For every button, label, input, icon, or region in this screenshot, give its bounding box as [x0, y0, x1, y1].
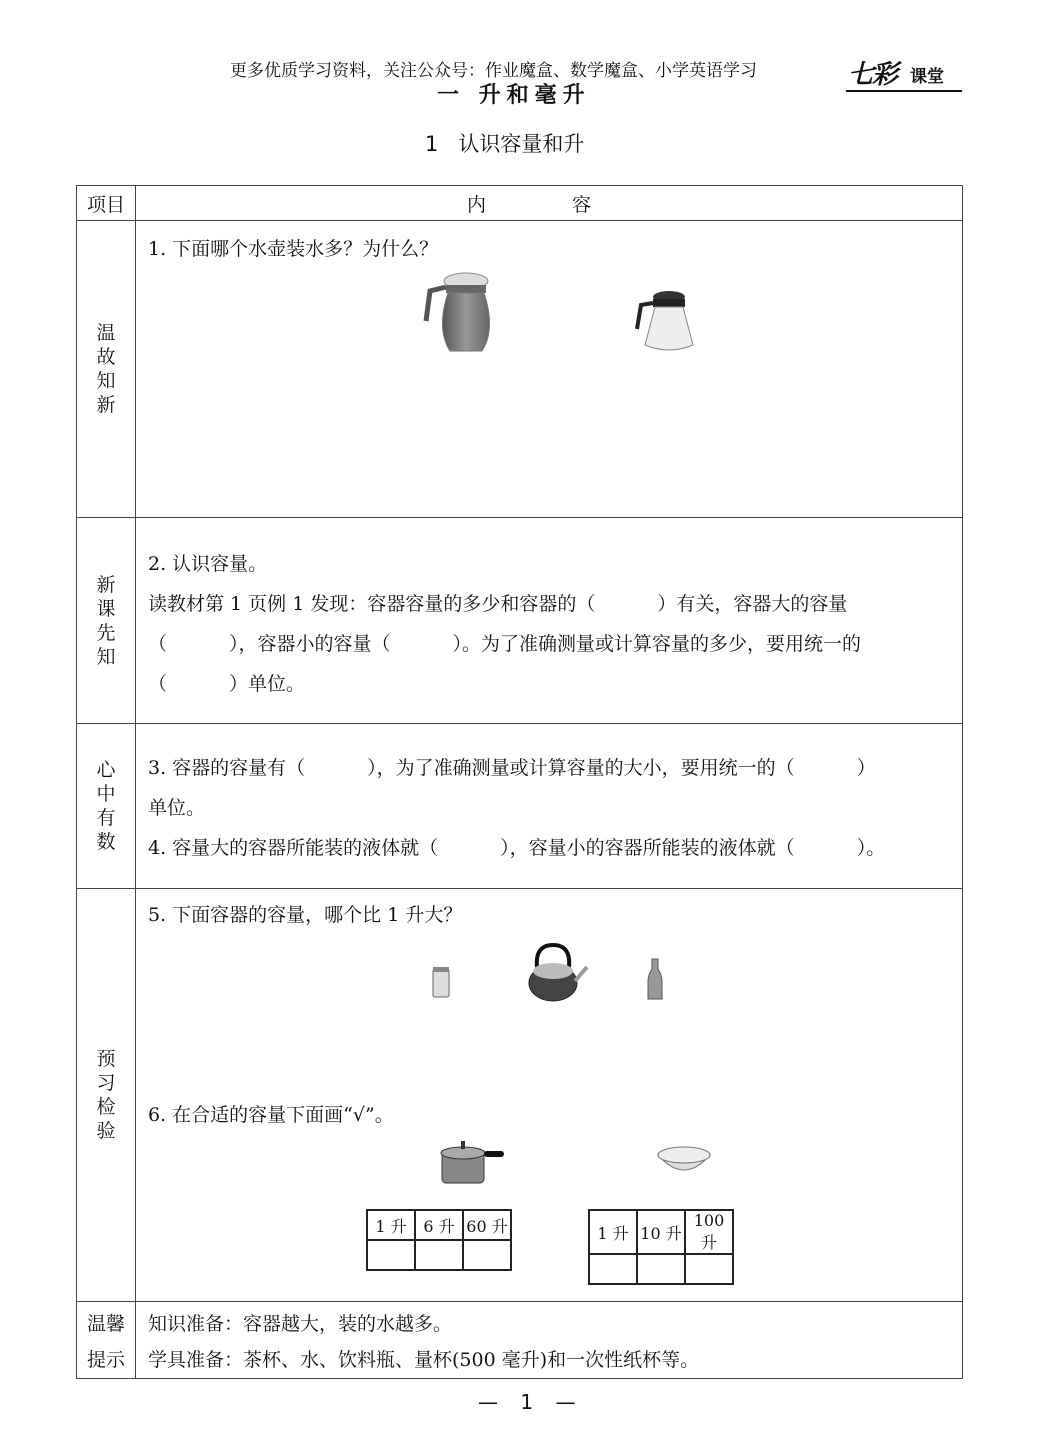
worksheet-table	[76, 185, 963, 1379]
section-label: 预习检验	[77, 889, 136, 1302]
choice-option: 100 升	[685, 1210, 733, 1254]
jar-icon	[431, 965, 451, 999]
question-2-line-1: 读教材第 1 页例 1 发现：容器容量的多少和容器的（ ）有关，容器大的容量	[148, 593, 848, 615]
section-label: 温馨 提示	[77, 1302, 136, 1379]
section-new-lesson	[77, 518, 963, 724]
question-3: 3. 容器的容量有（ ），为了准确测量或计算容量的大小，要用统一的（ ）	[148, 757, 876, 779]
lesson-number: 1	[425, 132, 439, 156]
question-1: 1. 下面哪个水壶装水多？为什么？	[148, 238, 439, 260]
choice-table-basin	[588, 1209, 734, 1285]
basin-icon	[656, 1145, 712, 1183]
lesson-title	[425, 128, 584, 158]
question-3-cont: 单位。	[148, 797, 206, 819]
section-content	[136, 518, 963, 724]
section-preview-check	[77, 889, 963, 1302]
choice-option: 1 升	[367, 1210, 415, 1240]
question-2-line-3: （ ）单位。	[148, 673, 306, 695]
question-6: 6. 在合适的容量下面画“√”。	[148, 1104, 394, 1126]
question-4: 4. 容量大的容器所能装的液体就（ ），容量小的容器所能装的液体就（ ）。	[148, 837, 886, 859]
choice-table-cooker	[366, 1209, 512, 1271]
check-cell[interactable]	[463, 1240, 511, 1270]
choice-option: 6 升	[415, 1210, 463, 1240]
table-header-row	[77, 186, 963, 221]
section-content	[136, 889, 963, 1302]
lesson-title-text: 认识容量和升	[458, 132, 585, 156]
jug-images	[148, 269, 952, 369]
bottle-icon	[646, 957, 664, 1001]
choice-option: 10 升	[637, 1210, 685, 1254]
section-tips	[77, 1302, 963, 1379]
check-cell[interactable]	[685, 1254, 733, 1284]
tip-materials: 学具准备：茶杯、水、饮料瓶、量杯(500 毫升)和一次性纸杯等。	[148, 1349, 700, 1371]
check-cell[interactable]	[589, 1254, 637, 1284]
small-pot-icon	[623, 289, 703, 359]
choice-option: 60 升	[463, 1210, 511, 1240]
section-content	[136, 221, 963, 518]
publisher-logo	[846, 56, 962, 92]
promo-banner: 更多优质学习资料，关注公众号：作业魔盒、数学魔盒、小学英语学习	[230, 61, 757, 81]
header-label: 项目	[77, 186, 136, 221]
container-images	[148, 935, 952, 1095]
section-review	[77, 221, 963, 518]
section-label: 心中有数	[77, 724, 136, 889]
section-label: 温故知新	[77, 221, 136, 518]
page-number: — 1 —	[478, 1390, 584, 1414]
section-content	[136, 1302, 963, 1379]
question-5: 5. 下面容器的容量，哪个比 1 升大？	[148, 904, 463, 926]
tip-knowledge: 知识准备：容器越大，装的水越多。	[148, 1313, 453, 1335]
logo-small-text: 课堂	[910, 67, 944, 87]
check-cell[interactable]	[637, 1254, 685, 1284]
pressure-cooker-icon	[428, 1139, 508, 1187]
choice-area	[148, 1135, 952, 1285]
choice-option: 1 升	[589, 1210, 637, 1254]
chapter-title: 一 升和毫升	[437, 82, 591, 108]
section-label: 新课先知	[77, 518, 136, 724]
logo-big-text: 七彩	[848, 60, 897, 90]
section-content	[136, 724, 963, 889]
header-content: 内 容	[136, 186, 963, 221]
check-cell[interactable]	[415, 1240, 463, 1270]
large-jug-icon	[418, 269, 508, 359]
section-understanding	[77, 724, 963, 889]
question-2-line-2: （ ），容器小的容量（ ）。为了准确测量或计算容量的多少，要用统一的	[148, 633, 862, 655]
check-cell[interactable]	[367, 1240, 415, 1270]
kettle-icon	[523, 941, 593, 1003]
question-2-title: 2. 认识容量。	[148, 553, 268, 575]
